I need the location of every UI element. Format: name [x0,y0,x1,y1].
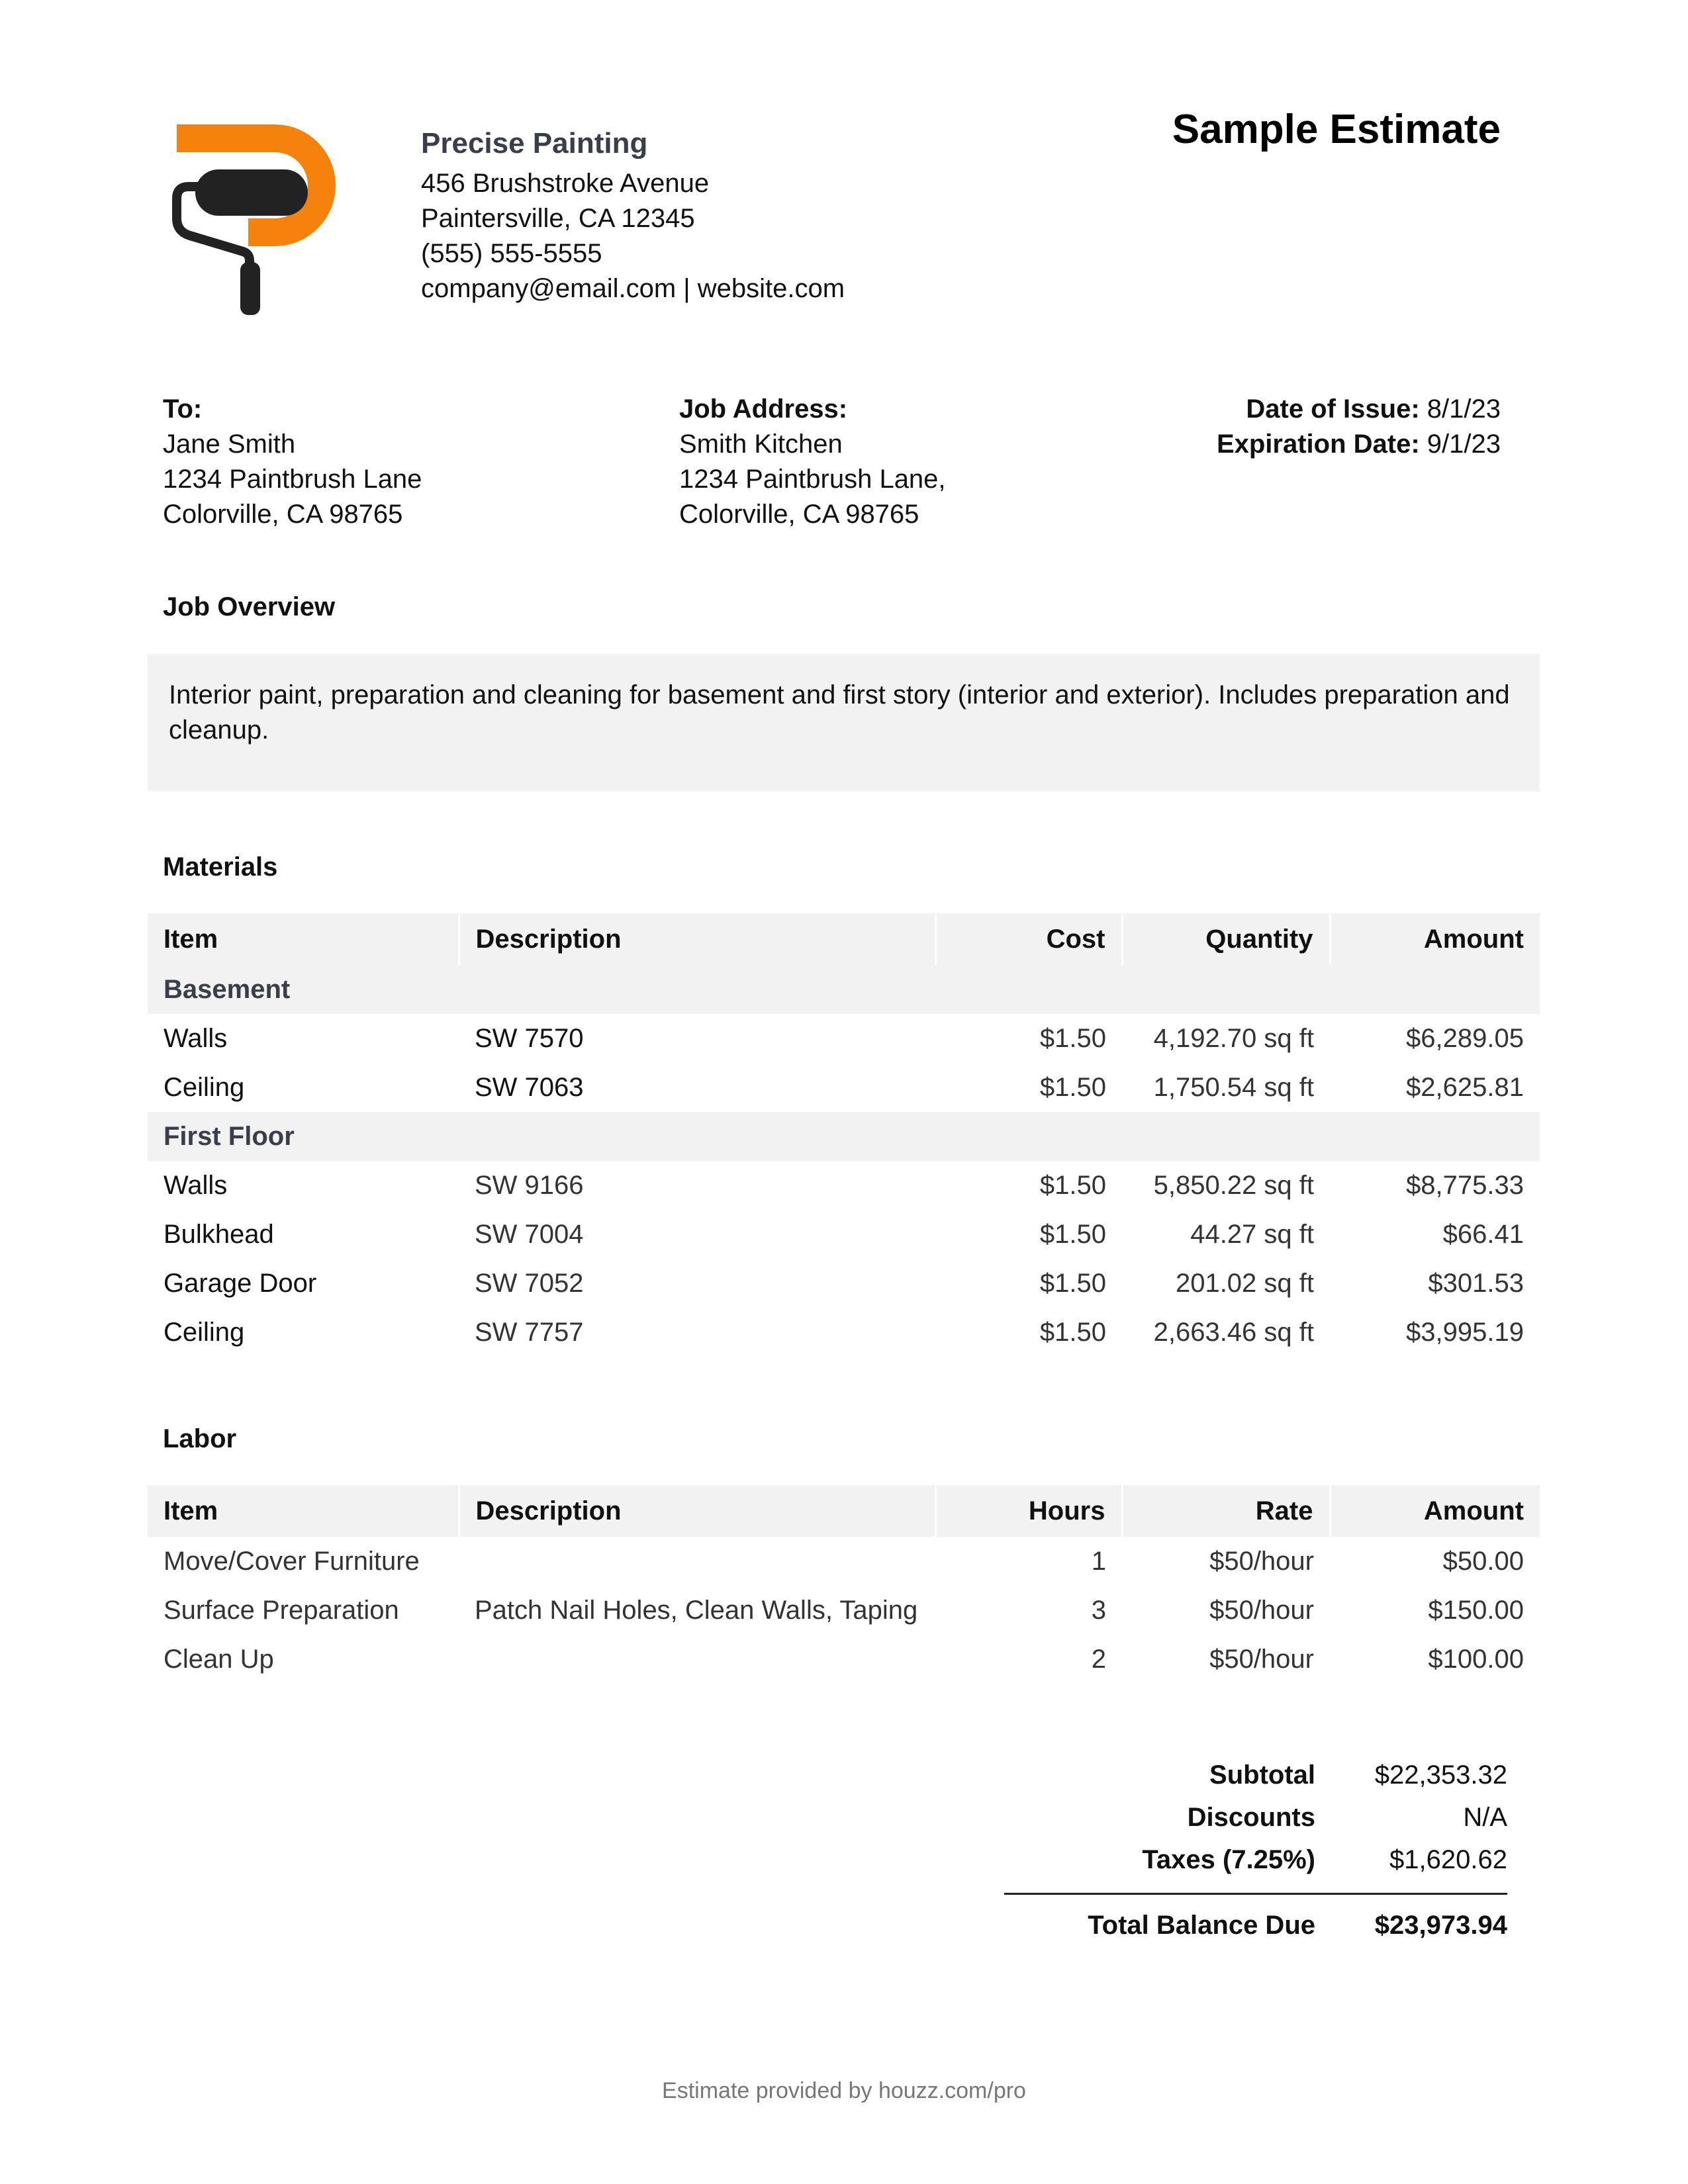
issue-date-label: Date of Issue: [1246,394,1420,424]
cell-description: SW 7757 [475,1317,584,1347]
labor-col-item: Item [148,1485,459,1537]
taxes-label: Taxes (7.25%) [1142,1844,1315,1874]
job-address-line2: Colorville, CA 98765 [679,500,919,529]
table-row [148,1635,1540,1684]
labor-title: Labor [163,1424,237,1453]
table-row [148,1259,1540,1308]
cell-cost: $1.50 [1039,1170,1106,1200]
materials-col-description: Description [459,913,935,965]
cell-amount: $8,775.33 [1406,1170,1524,1200]
materials-group-row [148,965,1540,1014]
job-address-line1: 1234 Paintbrush Lane, [679,465,946,494]
table-row [148,1161,1540,1210]
footer-note: Estimate provided by houzz.com/pro [662,2078,1026,2103]
cell-description [459,1537,935,1586]
cell-rate: $50/hour [1209,1644,1314,1674]
table-row [148,1308,1540,1357]
recipient-block [163,392,422,532]
discounts-value: N/A [1463,1802,1507,1832]
cell-item: Ceiling [164,1072,245,1102]
recipient-label: To: [163,394,203,424]
cell-quantity: 1,750.54 sq ft [1153,1072,1314,1102]
issue-date-value: 8/1/23 [1427,394,1501,424]
cell-amount: $100.00 [1428,1644,1524,1674]
table-row [148,1014,1540,1063]
cell-item: Walls [164,1170,228,1200]
labor-table [148,1485,1540,1684]
expiration-date-value: 9/1/23 [1427,430,1501,459]
total-due-value: $23,973.94 [1374,1910,1507,1940]
cell-description: SW 7052 [475,1268,584,1298]
cell-item: Bulkhead [164,1219,274,1249]
subtotal-value: $22,353.32 [1374,1760,1507,1790]
recipient-address-line2: Colorville, CA 98765 [163,500,403,529]
labor-header-row [148,1485,1540,1537]
materials-group-row [148,1112,1540,1161]
cell-item: Move/Cover Furniture [164,1546,420,1576]
issue-date-row [1217,392,1501,427]
job-overview-box [148,654,1540,792]
cell-hours: 1 [1091,1546,1106,1576]
materials-group-name: First Floor [148,1112,1540,1161]
taxes-value: $1,620.62 [1389,1844,1507,1874]
table-row [148,1063,1540,1112]
dates-block [1217,392,1501,462]
job-overview-title: Job Overview [163,592,336,621]
materials-col-cost: Cost [935,913,1122,965]
cell-amount: $3,995.19 [1406,1317,1524,1347]
company-address-line2: Paintersville, CA 12345 [421,204,695,233]
cell-quantity: 4,192.70 sq ft [1153,1023,1314,1053]
total-due-label: Total Balance Due [1088,1910,1315,1940]
cell-description: SW 9166 [475,1170,584,1200]
company-address-line1: 456 Brushstroke Avenue [421,169,710,198]
cell-amount: $66.41 [1442,1219,1524,1249]
cell-description: SW 7004 [475,1219,584,1249]
cell-item: Garage Door [164,1268,317,1298]
document-title: Sample Estimate [1172,107,1501,152]
totals-block [1004,1754,1507,1946]
job-name: Smith Kitchen [679,430,843,459]
subtotal-row [1004,1754,1507,1796]
cell-amount: $2,625.81 [1406,1072,1524,1102]
company-info [421,126,845,306]
cell-hours: 2 [1091,1644,1106,1674]
cell-hours: 3 [1091,1595,1106,1625]
subtotal-label: Subtotal [1209,1760,1315,1790]
recipient-address-line1: 1234 Paintbrush Lane [163,465,422,494]
job-address-block [679,392,946,532]
total-due-row [1004,1904,1507,1946]
cell-amount: $150.00 [1428,1595,1524,1625]
cell-cost: $1.50 [1039,1072,1106,1102]
materials-col-amount: Amount [1330,913,1540,965]
cell-quantity: 5,850.22 sq ft [1153,1170,1314,1200]
materials-title: Materials [163,852,278,882]
cell-cost: $1.50 [1039,1268,1106,1298]
company-name: Precise Painting [421,127,648,159]
cell-amount: $6,289.05 [1406,1023,1524,1053]
cell-description: Patch Nail Holes, Clean Walls, Taping [475,1595,918,1625]
expiration-date-label: Expiration Date: [1216,430,1420,459]
cell-rate: $50/hour [1209,1546,1314,1576]
labor-col-amount: Amount [1330,1485,1540,1537]
company-contact: company@email.com | website.com [421,274,845,303]
cell-quantity: 2,663.46 sq ft [1153,1317,1314,1347]
cell-amount: $50.00 [1442,1546,1524,1576]
expiration-date-row [1217,427,1501,462]
cell-item: Ceiling [164,1317,245,1347]
cell-item: Surface Preparation [164,1595,399,1625]
cell-description: SW 7570 [475,1023,584,1053]
job-address-label: Job Address: [679,394,848,424]
materials-header-row [148,913,1540,965]
cell-description [459,1635,935,1684]
table-row [148,1210,1540,1259]
labor-col-rate: Rate [1122,1485,1330,1537]
taxes-row [1004,1839,1507,1881]
labor-col-hours: Hours [935,1485,1122,1537]
materials-col-quantity: Quantity [1122,913,1330,965]
recipient-name: Jane Smith [163,430,296,459]
cell-rate: $50/hour [1209,1595,1314,1625]
materials-group-name: Basement [148,965,1540,1014]
table-row [148,1586,1540,1635]
materials-col-item: Item [148,913,459,965]
cell-cost: $1.50 [1039,1023,1106,1053]
cell-quantity: 201.02 sq ft [1175,1268,1314,1298]
discounts-row [1004,1796,1507,1839]
cell-description: SW 7063 [475,1072,584,1102]
cell-item: Walls [164,1023,228,1053]
cell-quantity: 44.27 sq ft [1190,1219,1314,1249]
cell-cost: $1.50 [1039,1219,1106,1249]
cell-cost: $1.50 [1039,1317,1106,1347]
company-phone: (555) 555-5555 [421,239,602,268]
discounts-label: Discounts [1187,1802,1315,1832]
table-row [148,1537,1540,1586]
cell-amount: $301.53 [1428,1268,1524,1298]
paint-roller-icon [169,119,354,318]
cell-item: Clean Up [164,1644,274,1674]
labor-col-description: Description [459,1485,935,1537]
job-overview-text: Interior paint, preparation and cleaning for basement and first story (interior and exterior). Includes preparation and cleanup. [169,680,1510,745]
materials-table [148,913,1540,1357]
totals-divider [1004,1893,1507,1895]
